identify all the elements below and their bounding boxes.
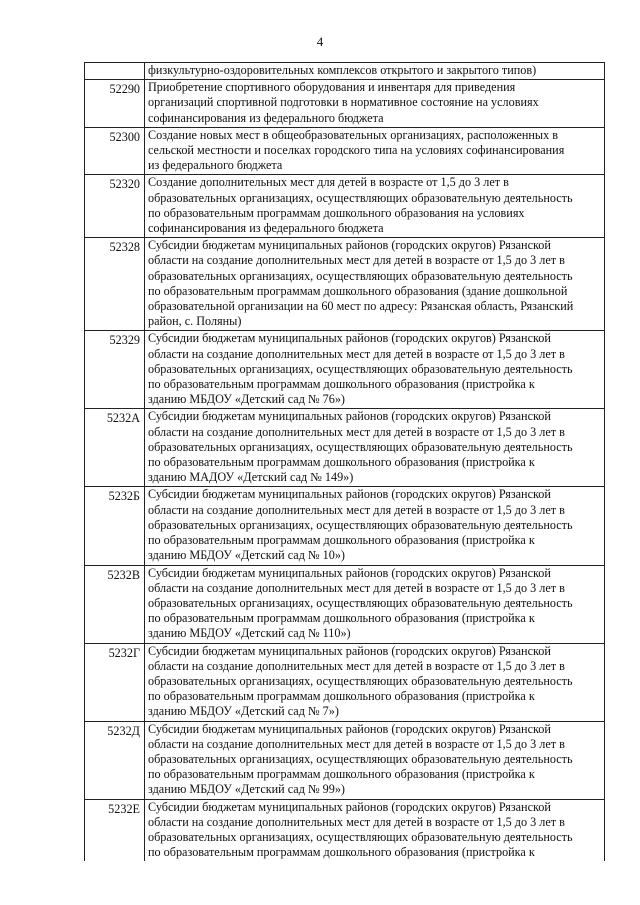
table-row bbox=[85, 409, 605, 487]
description-line: образовательных организациях, осуществляющих образовательную деятельность bbox=[148, 190, 573, 205]
row-description bbox=[145, 63, 605, 80]
row-code: 5232А bbox=[85, 409, 145, 487]
description-line: зданию МАДОУ «Детский сад № 149») bbox=[148, 470, 354, 485]
row-description bbox=[145, 799, 605, 861]
description-line: Создание дополнительных мест для детей в возрасте от 1,5 до 3 лет в bbox=[148, 175, 509, 190]
description-line: организаций спортивной подготовки в нормативное состояние на условиях bbox=[148, 95, 539, 110]
description-line: образовательных организациях, осуществляющих образовательную деятельность bbox=[148, 268, 573, 283]
description-line: сельской местности и поселках городского типа на условиях софинансирования bbox=[148, 143, 565, 158]
description-line: по образовательным программам дошкольного образования (пристройка к bbox=[148, 611, 535, 626]
row-code: 5232Д bbox=[85, 721, 145, 799]
row-description bbox=[145, 238, 605, 331]
page-number: 4 bbox=[316, 34, 324, 49]
table-row bbox=[85, 799, 605, 861]
description-line: софинансирования из федерального бюджета bbox=[148, 221, 384, 236]
row-code: 5232В bbox=[85, 565, 145, 643]
description-line: области на создание дополнительных мест для детей в возрасте от 1,5 до 3 лет в bbox=[148, 253, 565, 268]
table-body bbox=[85, 63, 605, 862]
description-line: образовательных организациях, осуществляющих образовательную деятельность bbox=[148, 517, 573, 532]
description-line: образовательных организациях, осуществляющих образовательную деятельность bbox=[148, 829, 573, 844]
description-line: зданию МБДОУ «Детский сад № 99») bbox=[148, 782, 345, 797]
description-line: по образовательным программам дошкольного образования (пристройка к bbox=[148, 689, 535, 704]
description-line: Субсидии бюджетам муниципальных районов (городских округов) Рязанской bbox=[148, 331, 551, 346]
description-line: по образовательным программам дошкольного образования (пристройка к bbox=[148, 533, 535, 548]
description-line: по образовательным программам дошкольного образования (пристройка к bbox=[148, 377, 535, 392]
description-line: образовательных организациях, осуществляющих образовательную деятельность bbox=[148, 439, 573, 454]
table-row bbox=[85, 721, 605, 799]
description-line: по образовательным программам дошкольного образования (пристройка к bbox=[148, 845, 535, 860]
row-code: 5232Г bbox=[85, 643, 145, 721]
description-line: Субсидии бюджетам муниципальных районов (городских округов) Рязанской bbox=[148, 409, 551, 424]
row-description bbox=[145, 409, 605, 487]
description-line: район, с. Поляны) bbox=[148, 314, 242, 329]
row-code: 5232Е bbox=[85, 799, 145, 861]
table-row bbox=[85, 487, 605, 565]
description-line: зданию МБДОУ «Детский сад № 110») bbox=[148, 626, 351, 641]
description-line: Субсидии бюджетам муниципальных районов (городских округов) Рязанской bbox=[148, 721, 551, 736]
description-line: по образовательным программам дошкольного образования (пристройка к bbox=[148, 767, 535, 782]
row-description bbox=[145, 80, 605, 128]
description-line: из федерального бюджета bbox=[148, 158, 283, 173]
row-code: 52300 bbox=[85, 127, 145, 175]
description-line: образовательной организации на 60 мест по адресу: Рязанская область, Рязанский bbox=[148, 299, 574, 314]
description-line: Создание новых мест в общеобразовательных организациях, расположенных в bbox=[148, 127, 559, 142]
row-description bbox=[145, 565, 605, 643]
row-description bbox=[145, 721, 605, 799]
description-line: Субсидии бюджетам муниципальных районов (городских округов) Рязанской bbox=[148, 487, 551, 502]
table-row bbox=[85, 238, 605, 331]
description-line: области на создание дополнительных мест для детей в возрасте от 1,5 до 3 лет в bbox=[148, 658, 565, 673]
table-row bbox=[85, 331, 605, 409]
description-line: зданию МБДОУ «Детский сад № 76») bbox=[148, 392, 345, 407]
description-line: области на создание дополнительных мест для детей в возрасте от 1,5 до 3 лет в bbox=[148, 736, 565, 751]
row-description bbox=[145, 643, 605, 721]
description-line: области на создание дополнительных мест для детей в возрасте от 1,5 до 3 лет в bbox=[148, 580, 565, 595]
description-line: Субсидии бюджетам муниципальных районов (городских округов) Рязанской bbox=[148, 643, 551, 658]
description-line: по образовательным программам дошкольного образования (здание дошкольной bbox=[148, 283, 568, 298]
description-line: физкультурно-оздоровительных комплексов открытого и закрытого типов) bbox=[148, 63, 537, 77]
description-line: по образовательным программам дошкольного образования на условиях bbox=[148, 205, 525, 220]
description-line: области на создание дополнительных мест для детей в возрасте от 1,5 до 3 лет в bbox=[148, 346, 565, 361]
table-row bbox=[85, 80, 605, 128]
table-row bbox=[85, 643, 605, 721]
description-line: области на создание дополнительных мест для детей в возрасте от 1,5 до 3 лет в bbox=[148, 502, 565, 517]
description-line: образовательных организациях, осуществляющих образовательную деятельность bbox=[148, 595, 573, 610]
row-description bbox=[145, 487, 605, 565]
description-line: области на создание дополнительных мест для детей в возрасте от 1,5 до 3 лет в bbox=[148, 424, 565, 439]
row-code: 52328 bbox=[85, 238, 145, 331]
description-line: Субсидии бюджетам муниципальных районов (городских округов) Рязанской bbox=[148, 238, 551, 253]
description-line: образовательных организациях, осуществляющих образовательную деятельность bbox=[148, 361, 573, 376]
row-description bbox=[145, 175, 605, 238]
description-line: Субсидии бюджетам муниципальных районов (городских округов) Рязанской bbox=[148, 799, 551, 814]
description-line: зданию МБДОУ «Детский сад № 10») bbox=[148, 548, 345, 563]
row-description bbox=[145, 331, 605, 409]
table-row bbox=[85, 565, 605, 643]
table-row bbox=[85, 127, 605, 175]
row-code: 52320 bbox=[85, 175, 145, 238]
row-code: 5232Б bbox=[85, 487, 145, 565]
table-row bbox=[85, 175, 605, 238]
row-code bbox=[85, 63, 145, 80]
row-description bbox=[145, 127, 605, 175]
description-line: области на создание дополнительных мест для детей в возрасте от 1,5 до 3 лет в bbox=[148, 814, 565, 829]
description-line: Субсидии бюджетам муниципальных районов (городских округов) Рязанской bbox=[148, 565, 551, 580]
row-code: 52290 bbox=[85, 80, 145, 128]
row-code: 52329 bbox=[85, 331, 145, 409]
table-row bbox=[85, 63, 605, 80]
description-line: Приобретение спортивного оборудования и инвентаря для приведения bbox=[148, 80, 516, 95]
description-line: по образовательным программам дошкольного образования (пристройка к bbox=[148, 455, 535, 470]
description-line: софинансирования из федерального бюджета bbox=[148, 110, 384, 125]
description-line: образовательных организациях, осуществляющих образовательную деятельность bbox=[148, 673, 573, 688]
description-line: образовательных организациях, осуществляющих образовательную деятельность bbox=[148, 751, 573, 766]
budget-codes-table bbox=[84, 62, 605, 861]
description-line: зданию МБДОУ «Детский сад № 7») bbox=[148, 704, 339, 719]
